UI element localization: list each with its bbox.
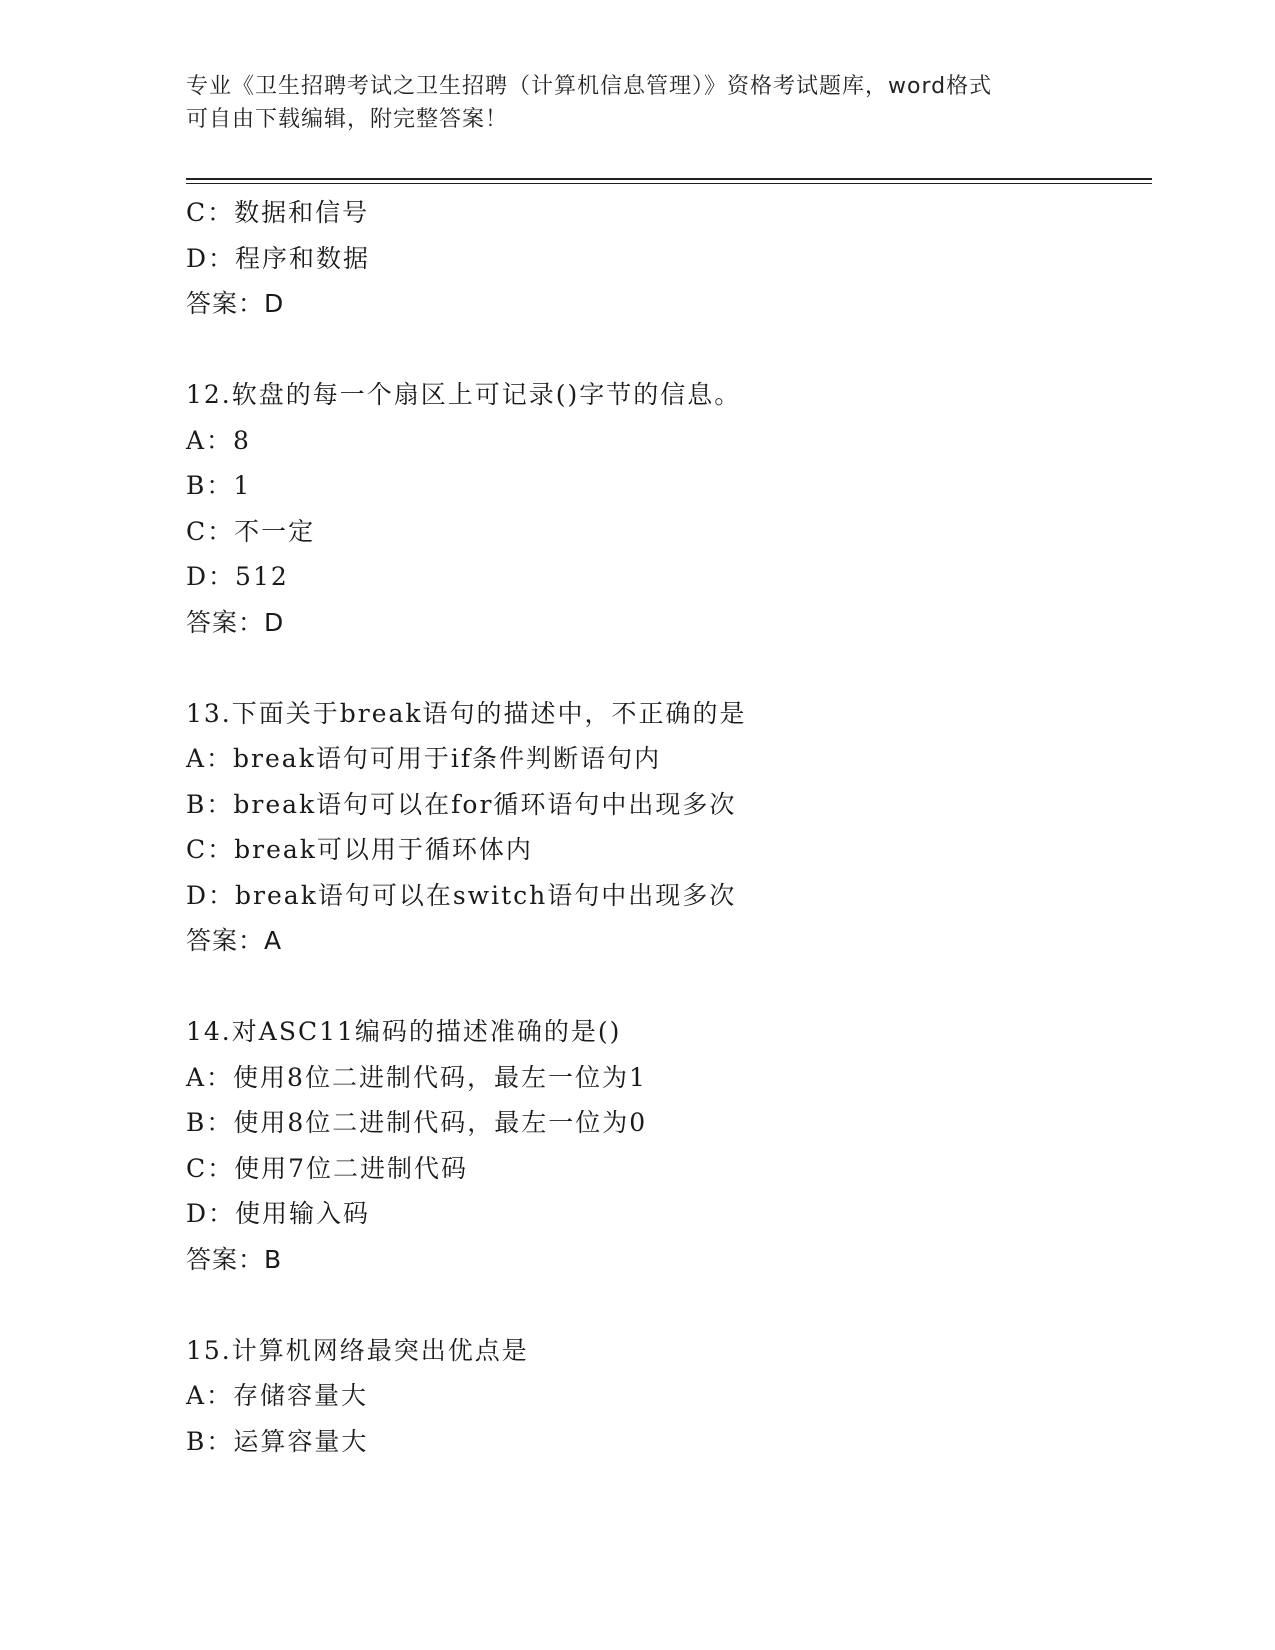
option-b: B：使用8位二进制代码，最左一位为0 bbox=[186, 1108, 648, 1137]
question-spacer bbox=[186, 327, 1152, 373]
option-b: B：1 bbox=[186, 471, 252, 500]
option-d: D：512 bbox=[186, 562, 289, 591]
question-block-13 bbox=[186, 691, 1152, 964]
option-a: A：存储容量大 bbox=[186, 1381, 369, 1410]
answer-line: 答案：A bbox=[186, 926, 283, 955]
option-d: D：使用输入码 bbox=[186, 1199, 371, 1228]
question-stem: 12.软盘的每一个扇区上可记录()字节的信息。 bbox=[186, 380, 742, 409]
question-spacer bbox=[186, 645, 1152, 691]
option-a: A：使用8位二进制代码，最左一位为1 bbox=[186, 1062, 647, 1092]
option-b: B：break语句可以在for循环语句中出现多次 bbox=[186, 789, 737, 819]
option-c: C：使用7位二进制代码 bbox=[186, 1153, 469, 1183]
question-spacer bbox=[186, 964, 1152, 1010]
header-divider bbox=[186, 178, 1152, 184]
question-spacer bbox=[186, 1282, 1152, 1328]
document-header bbox=[186, 70, 1086, 136]
question-block-12 bbox=[186, 372, 1152, 645]
header-line-1: 专业《卫生招聘考试之卫生招聘（计算机信息管理）》资格考试题库，word格式 bbox=[186, 74, 993, 99]
option-b: B：运算容量大 bbox=[186, 1426, 369, 1456]
option-c: C：break可以用于循环体内 bbox=[186, 835, 533, 864]
header-line-2: 可自由下载编辑，附完整答案！ bbox=[186, 107, 509, 132]
option-d: D：程序和数据 bbox=[186, 243, 371, 273]
question-block-14 bbox=[186, 1009, 1152, 1282]
option-a: A：8 bbox=[186, 425, 251, 455]
question-block-15 bbox=[186, 1328, 1152, 1465]
option-c: C：不一定 bbox=[186, 516, 316, 546]
question-stem: 13.下面关于break语句的描述中，不正确的是 bbox=[186, 698, 747, 728]
answer-line: 答案：D bbox=[186, 289, 285, 318]
answer-line: 答案：B bbox=[186, 1244, 283, 1274]
question-stem: 14.对ASC11编码的描述准确的是() bbox=[186, 1017, 622, 1046]
option-a: A：break语句可用于if条件判断语句内 bbox=[186, 744, 662, 773]
question-stem: 15.计算机网络最突出优点是 bbox=[186, 1335, 529, 1365]
question-block-partial bbox=[186, 190, 1152, 327]
question-list bbox=[186, 190, 1152, 1464]
option-d: D：break语句可以在switch语句中出现多次 bbox=[186, 880, 737, 910]
option-c: C：数据和信号 bbox=[186, 198, 370, 227]
answer-line: 答案：D bbox=[186, 607, 285, 637]
